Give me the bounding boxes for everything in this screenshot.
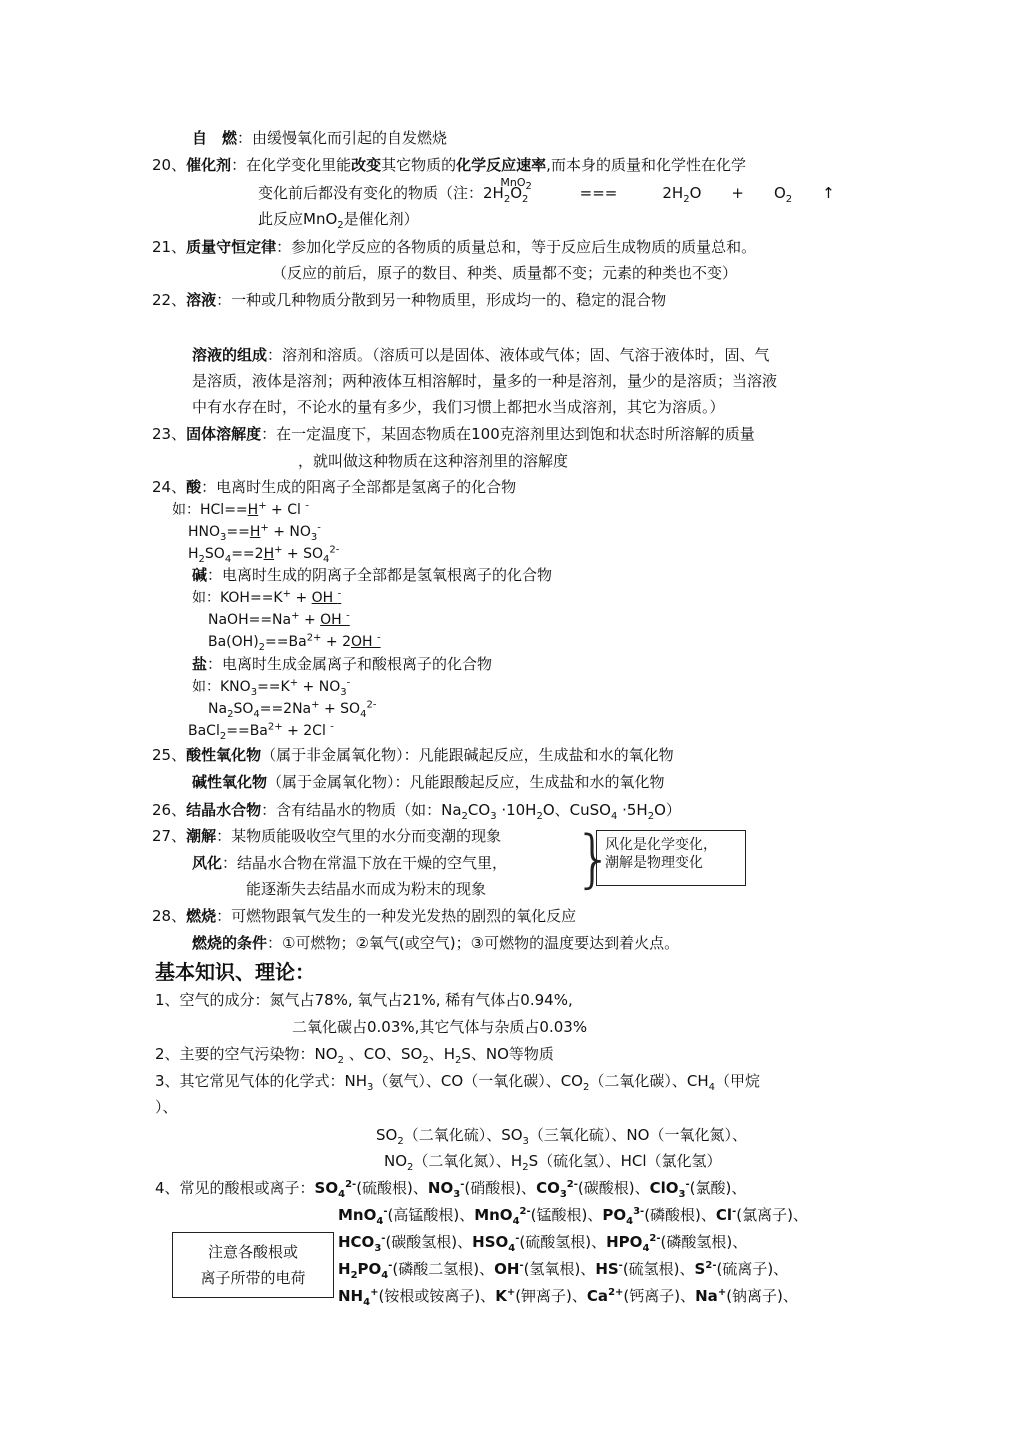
line-solution-comp-3: 中有水存在时，不论水的量有多少，我们习惯上都把水当成溶剂，其它为溶质。）	[192, 398, 725, 416]
line-solution-comp: 溶液的组成：溶剂和溶质。（溶质可以是固体、液体或气体；固、气溶于液体时，固、气	[192, 346, 770, 364]
line-catalyst-2: 变化前后都没有变化的物质（注：$2H_2O_2^{MnO_2}$ === $2H_2O$ + $O_2$ ↑	[258, 176, 835, 205]
line-base: 碱：电离时生成的阴离子全部都是氢氧根离子的化合物	[192, 566, 553, 584]
brace: }	[574, 822, 614, 895]
line-basic-oxide: 碱性氧化物（属于金属氧化物）：凡能跟酸起反应，生成盐和水的氧化物	[192, 773, 665, 791]
eq-koh: 如：KOH==K+ + OH -	[192, 588, 342, 606]
eq-hno3: $HNO_3==H^+ + NO_3^-$	[188, 522, 321, 543]
line-efflorescence-2: 能逐渐失去结晶水而成为粉末的现象	[246, 880, 487, 898]
k4-ions-5: $NH_4^+$(铵根或铵离子)、K+(钾离子)、$Ca^{2+}$(钙离子)、Na+(钠离子)、	[338, 1287, 798, 1308]
k4-ions: 4、常见的酸根或离子：$SO_4^{2-}$(硫酸根)、$NO_3^-$(硝酸根)、$CO_3^{2-}$(碳酸根)、ClO$_3$-(氯酸)、	[155, 1179, 747, 1200]
k2-pollutants: 2、主要的空气污染物：$NO_2$ 、CO、$SO_2$、$H_2S$、NO等物质	[155, 1045, 554, 1066]
note-box-charge	[172, 1232, 334, 1298]
line-mass-conservation: 21、质量守恒定律：参加化学反应的各物质的质量总和，等于反应后生成物质的质量总和。	[152, 238, 757, 256]
line-hydrate: 26、结晶水合物：含有结晶水的物质（如：$Na_2CO_3 \cdot 10H_2O$、CuSO$_4$ $\cdot 5H_2O$）	[152, 801, 681, 822]
line-solution-comp-2: 是溶质，液体是溶剂；两种液体互相溶解时，量多的一种是溶剂，量少的是溶质；当溶液	[192, 372, 778, 390]
line-catalyst-3: 此反应MnO$_2$是催化剂）	[258, 210, 419, 231]
k3-gases-end: ）、	[155, 1098, 178, 1116]
line-solubility: 23、固体溶解度：在一定温度下，某固态物质在100克溶剂里达到饱和状态时所溶解的质量	[152, 425, 755, 443]
k3-gases-2: $SO_2$（二氧化硫）、$SO_3$（三氧化硫）、NO（一氧化氮）、	[376, 1126, 747, 1147]
note-box-change	[596, 830, 746, 886]
k1-air-composition: 1、空气的成分：氮气占78%, 氧气占21%, 稀有气体占0.94%,	[155, 991, 573, 1009]
k1-air-composition-2: 二氧化碳占0.03%,其它气体与杂质占0.03%	[292, 1018, 588, 1036]
line-catalyst: 20、催化剂：在化学变化里能改变其它物质的化学反应速率,而本身的质量和化学性在化学	[152, 156, 746, 174]
note-change-1: 风化是化学变化，	[605, 837, 717, 853]
note-change-2: 潮解是物理变化	[605, 855, 703, 871]
note-charge-1: 注意各酸根或	[207, 1243, 298, 1261]
k3-gases-3: $NO_2$（二氧化氮）、$H_2S$（硫化氢）、HCl（氯化氢）	[384, 1152, 722, 1173]
line-acidic-oxide: 25、酸性氧化物（属于非金属氧化物）：凡能跟碱起反应，生成盐和水的氧化物	[152, 746, 674, 764]
k4-ions-4: $H_2PO_4^-$(磷酸二氢根)、OH-(氢氧根)、HS-(硫氢根)、$S^{2-}$(硫离子)、	[338, 1260, 789, 1281]
line-efflorescence: 风化：结晶水合物在常温下放在干燥的空气里，	[192, 854, 508, 872]
k4-ions-3: $HCO_3^-$(碳酸氢根)、$HSO_4^-$(硫酸氢根)、$HPO_4^{2-}$(磷酸氢根)、	[338, 1233, 748, 1254]
eq-bacl2: $BaCl_2==Ba^{2+} + 2Cl$ -	[188, 721, 334, 742]
line-acid: 24、酸：电离时生成的阳离子全部都是氢离子的化合物	[152, 478, 517, 496]
k4-ions-2: MnO$_4$-(高锰酸根)、MnO$_4^{2-}$(锰酸根)、$PO_4^{3-}$(磷酸根)、Cl-(氯离子)、	[338, 1206, 808, 1227]
line-combustion: 28、燃烧：可燃物跟氧气发生的一种发光发热的剧烈的氧化反应	[152, 907, 577, 925]
eq-h2so4: $H_2SO_4==2H^+ + SO_4^{2-}$	[188, 544, 340, 565]
eq-baoh2: $Ba(OH)_2==Ba^{2+} + 2OH$ -	[208, 632, 381, 653]
line-combustion-cond: 燃烧的条件：①可燃物；②氧气(或空气)；③可燃物的温度要达到着火点。	[192, 934, 680, 952]
section-heading: 基本知识、理论：	[155, 960, 315, 984]
line-deliquescence: 27、潮解：某物质能吸收空气里的水分而变潮的现象	[152, 827, 502, 845]
eq-hcl: 如：HCl==H+ + Cl -	[172, 500, 309, 518]
note-charge-2: 离子所带的电荷	[200, 1269, 306, 1287]
line-salt: 盐：电离时生成金属离子和酸根离子的化合物	[192, 655, 493, 673]
line-solubility-2: ，就叫做这种物质在这种溶剂里的溶解度	[298, 452, 569, 470]
eq-kno3: 如：$KNO_3==K^+ + NO_3^-$	[192, 677, 351, 698]
line-self-combustion: 自 燃：由缓慢氧化而引起的自发燃烧	[192, 129, 448, 147]
line-mass-conservation-2: （反应的前后，原子的数目、种类、质量都不变；元素的种类也不变）	[272, 264, 738, 282]
line-solution: 22、溶液：一种或几种物质分散到另一种物质里，形成均一的、稳定的混合物	[152, 291, 667, 309]
eq-na2so4: $Na_2SO_4==2Na^+ + SO_4^{2-}$	[208, 699, 377, 720]
eq-naoh: NaOH==Na+ + OH -	[208, 610, 350, 628]
k3-gases: 3、其它常见气体的化学式：$NH_3$（氨气）、CO（一氧化碳）、$CO_2$（二氧化碳）、$CH_4$（甲烷	[155, 1072, 761, 1093]
